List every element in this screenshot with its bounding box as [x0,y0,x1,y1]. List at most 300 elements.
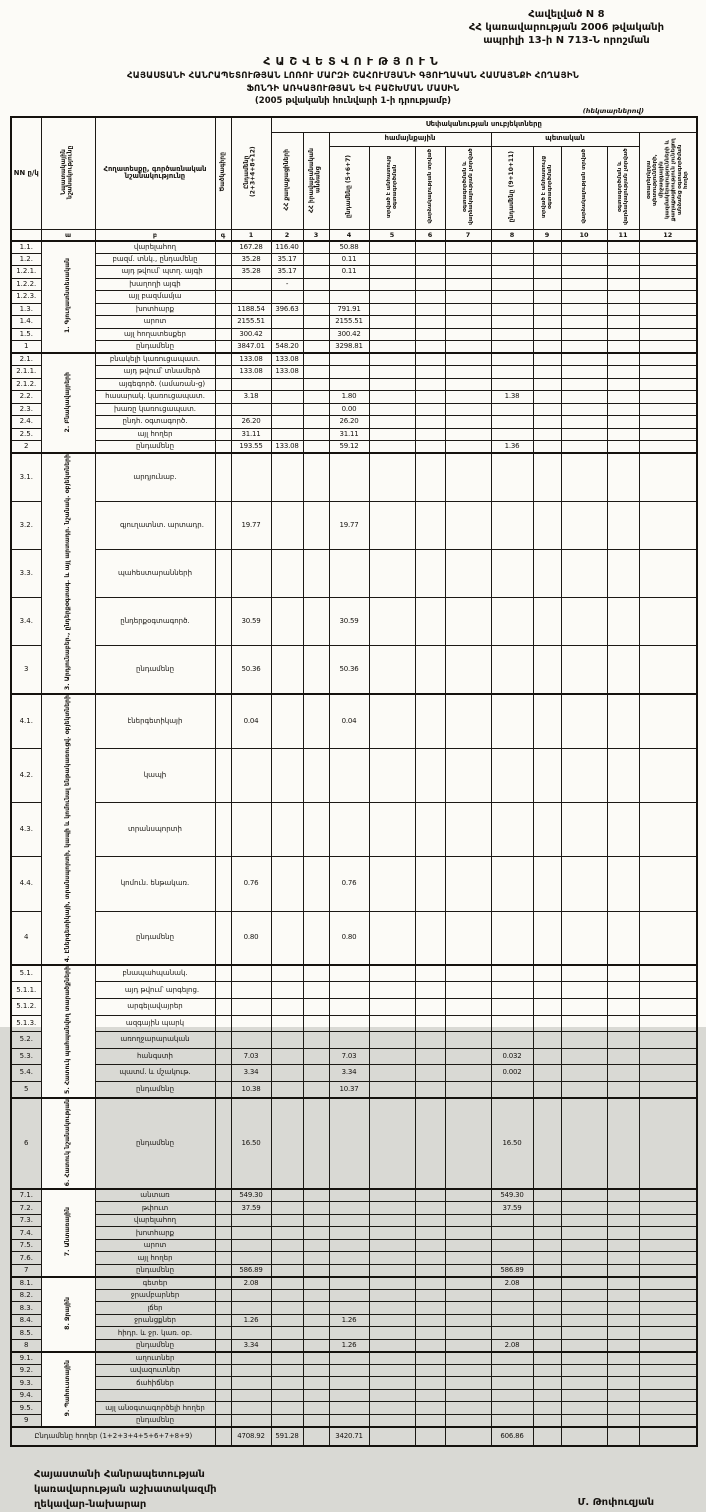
table-row [11,441,697,454]
value-cell-col3 [303,253,329,266]
land-type-cell: արդյունաբ. [95,453,215,501]
value-cell-col10 [561,1277,607,1290]
value-cell-col9 [533,266,561,279]
appendix-line: ապրիլի 13-ի N 713-Ն որոշման [483,35,650,47]
value-cell-col4: 30.59 [329,598,369,646]
value-cell-col11 [607,366,639,379]
value-cell-col11 [607,266,639,279]
value-cell-col8 [491,965,533,982]
value-cell-col12 [639,266,697,279]
value-cell-col12 [639,1389,697,1402]
value-cell-col6 [415,1015,445,1032]
value-cell-col9 [533,1277,561,1290]
value-cell-col2: 133.08 [271,353,303,366]
value-cell-col3 [303,1032,329,1049]
value-cell-col1 [231,1252,271,1265]
value-cell-col5 [369,1327,415,1340]
value-cell-col7 [445,1214,491,1227]
col-header-purpose: Նպատակային նշանակությունը [41,117,95,230]
value-cell-col9 [533,911,561,965]
value-cell-col8 [491,1302,533,1315]
value-cell-col2 [271,1414,303,1427]
row-number-cell: 4.4. [11,857,41,911]
value-cell-col9 [533,1252,561,1265]
value-cell-col9 [533,1364,561,1377]
value-cell-col9 [533,1264,561,1277]
value-cell-col2 [271,911,303,965]
value-cell-col7 [445,1227,491,1240]
value-cell-col3 [303,366,329,379]
land-type-cell: այլ հողատեսքեր [95,328,215,341]
table-row [11,1377,697,1390]
value-cell-col4: 19.77 [329,501,369,549]
value-cell-col7 [445,453,491,501]
value-cell-col12 [639,366,697,379]
table-row [11,1227,697,1240]
value-cell-col8 [491,1289,533,1302]
value-cell-col10 [561,1339,607,1352]
grand-value-cell-col2: 591.28 [271,1427,303,1446]
code-cell [215,391,231,404]
value-cell-col7 [445,291,491,304]
value-cell-col2 [271,550,303,598]
column-index-row [11,229,697,241]
table-row [11,366,697,379]
grand-value-cell-col7 [445,1427,491,1446]
value-cell-col10 [561,253,607,266]
value-cell-col2 [271,1048,303,1065]
value-cell-col6 [415,453,445,501]
table-row [11,1289,697,1302]
value-cell-col4 [329,1377,369,1390]
value-cell-col3 [303,353,329,366]
value-cell-col11 [607,1352,639,1365]
table-row [11,1364,697,1377]
row-number-cell: 5.1.1. [11,982,41,999]
row-number-cell: 4 [11,911,41,965]
value-cell-col6 [415,1214,445,1227]
land-type-cell: ընդամենը [95,911,215,965]
value-cell-col5 [369,1098,415,1190]
code-cell [215,341,231,354]
land-type-cell: խոտհարք [95,1227,215,1240]
value-cell-col8 [491,1081,533,1098]
value-cell-col3 [303,999,329,1016]
value-cell-col2 [271,1098,303,1190]
value-cell-col11 [607,598,639,646]
value-cell-col11 [607,1389,639,1402]
value-cell-col5 [369,1048,415,1065]
value-cell-col9 [533,1327,561,1340]
value-cell-col8 [491,328,533,341]
value-cell-col8: 2.08 [491,1339,533,1352]
value-cell-col9 [533,441,561,454]
group-header-community: համայնքային [329,132,491,146]
value-cell-col10 [561,378,607,391]
value-cell-col12 [639,1098,697,1190]
value-cell-col5 [369,911,415,965]
value-cell-col12 [639,1339,697,1352]
value-cell-col6 [415,266,445,279]
value-cell-col8: 549.30 [491,1189,533,1202]
value-cell-col9 [533,1414,561,1427]
value-cell-col11 [607,1252,639,1265]
value-cell-col5 [369,857,415,911]
value-cell-col5 [369,1065,415,1082]
value-cell-col3 [303,802,329,856]
value-cell-col12 [639,1314,697,1327]
value-cell-col9 [533,341,561,354]
value-cell-col11 [607,1015,639,1032]
row-number-cell: 1.3. [11,303,41,316]
value-cell-col4 [329,1289,369,1302]
value-cell-col2 [271,403,303,416]
value-cell-col9 [533,982,561,999]
value-cell-col12 [639,441,697,454]
value-cell-col3 [303,1264,329,1277]
value-cell-col12 [639,1364,697,1377]
value-cell-col8 [491,646,533,694]
value-cell-col5 [369,1302,415,1315]
header-row-1 [11,117,697,133]
value-cell-col12 [639,428,697,441]
table-row [11,453,697,501]
land-type-cell: ընդամենը [95,646,215,694]
value-cell-col2 [271,598,303,646]
value-cell-col6 [415,1352,445,1365]
value-cell-col10 [561,441,607,454]
value-cell-col1: 133.08 [231,353,271,366]
value-cell-col4 [329,1189,369,1202]
appendix-line: ՀՀ կառավարության 2006 թվականի [468,22,664,34]
grand-value-cell-col5 [369,1427,415,1446]
land-type-cell: այդ թվում՝ արգելոց. [95,982,215,999]
grand-value-cell-col9 [533,1427,561,1446]
row-number-cell: 1.1. [11,241,41,254]
value-cell-col10 [561,1048,607,1065]
code-cell [215,1327,231,1340]
value-cell-col4: 0.00 [329,403,369,416]
value-cell-col3 [303,391,329,404]
value-cell-col10 [561,999,607,1016]
section-label [41,353,95,453]
value-cell-col4 [329,378,369,391]
value-cell-col10 [561,416,607,429]
value-cell-col9 [533,416,561,429]
value-cell-col8: 1.36 [491,441,533,454]
value-cell-col1 [231,999,271,1016]
land-type-cell: կոմուն. ենթակառ. [95,857,215,911]
value-cell-col10 [561,1081,607,1098]
value-cell-col2 [271,1339,303,1352]
value-cell-col4 [329,1402,369,1415]
value-cell-col5 [369,982,415,999]
table-row [11,1327,697,1340]
value-cell-col4: 50.36 [329,646,369,694]
value-cell-col4: 3298.81 [329,341,369,354]
value-cell-col2 [271,1032,303,1049]
land-type-cell: այլ բազմամյա [95,291,215,304]
value-cell-col8 [491,999,533,1016]
value-cell-col1: 193.55 [231,441,271,454]
value-cell-col3 [303,1098,329,1190]
page-subtitle-1: ՀԱՅԱՍՏԱՆԻ ՀԱՆՐԱՊԵՏՈՒԹՅԱՆ ԼՈՌՈՒ ՄԱՐԶԻ ՇԱՀՈՒՄՅԱՆԻ ԳՅՈՒՂԱԿԱՆ ՀԱՄԱՅՆՔԻ ՀՈՂԱՅԻՆ [127,70,579,81]
row-number-cell: 5.1. [11,965,41,982]
value-cell-col3 [303,441,329,454]
value-cell-col11 [607,1098,639,1190]
section-label [41,1277,95,1352]
value-cell-col11 [607,802,639,856]
value-cell-col4 [329,1327,369,1340]
value-cell-col3 [303,1065,329,1082]
value-cell-col9 [533,1202,561,1215]
value-cell-col12 [639,1277,697,1290]
value-cell-col1: 37.59 [231,1202,271,1215]
value-cell-col10 [561,748,607,802]
column-index-cell: գ [215,229,231,241]
value-cell-col1: 7.03 [231,1048,271,1065]
value-cell-col9 [533,303,561,316]
value-cell-col2 [271,694,303,748]
value-cell-col5 [369,1189,415,1202]
value-cell-col7 [445,982,491,999]
value-cell-col12 [639,982,697,999]
table-header [11,117,697,241]
value-cell-col12 [639,253,697,266]
value-cell-col10 [561,1302,607,1315]
value-cell-col1 [231,550,271,598]
value-cell-col3 [303,1189,329,1202]
value-cell-col5 [369,341,415,354]
value-cell-col11 [607,911,639,965]
row-number-cell: 7 [11,1264,41,1277]
value-cell-col10 [561,857,607,911]
value-cell-col12 [639,303,697,316]
row-number-cell: 3.2. [11,501,41,549]
value-cell-col2 [271,748,303,802]
table-row [11,802,697,856]
code-cell [215,253,231,266]
value-cell-col5 [369,598,415,646]
code-cell [215,1402,231,1415]
column-index-cell: 4 [329,229,369,241]
page-title: ՀԱՇՎԵՏՎՈՒԹՅՈՒՆ [263,54,443,68]
value-cell-col6 [415,1389,445,1402]
value-cell-col8 [491,598,533,646]
org-line: ղեկավար-նախարար [34,1498,147,1510]
value-cell-col2 [271,1377,303,1390]
value-cell-col1 [231,291,271,304]
value-cell-col12 [639,1289,697,1302]
value-cell-col5 [369,1227,415,1240]
row-number-cell: 2.3. [11,403,41,416]
value-cell-col6 [415,911,445,965]
value-cell-col10 [561,1065,607,1082]
value-cell-col5 [369,316,415,329]
value-cell-col11 [607,1302,639,1315]
as-of-date: (2005 թվականի հունվարի 1-ի դրությամբ) [254,95,452,106]
land-type-cell: ընդամենը [95,341,215,354]
row-number-cell: 7.2. [11,1202,41,1215]
value-cell-col3 [303,1352,329,1365]
value-cell-col2: 396.63 [271,303,303,316]
land-type-cell: այլ անօգտագործելի հողեր [95,1402,215,1415]
code-cell [215,1065,231,1082]
row-number-cell: 1.4. [11,316,41,329]
value-cell-col12 [639,1402,697,1415]
row-number-cell: 8 [11,1339,41,1352]
value-cell-col6 [415,1277,445,1290]
land-type-cell: ազգային պարկ [95,1015,215,1032]
value-cell-col10 [561,1402,607,1415]
code-cell [215,1389,231,1402]
value-cell-col9 [533,646,561,694]
value-cell-col2 [271,982,303,999]
value-cell-col7 [445,1202,491,1215]
value-cell-col12 [639,646,697,694]
organization-title [34,1467,217,1512]
row-number-cell: 2.5. [11,428,41,441]
table-row [11,1402,697,1415]
land-type-cell: գետեր [95,1277,215,1290]
value-cell-col12 [639,241,697,254]
value-cell-col1 [231,278,271,291]
table-row [11,1048,697,1065]
land-type-cell: աղուտներ [95,1352,215,1365]
value-cell-col2 [271,1239,303,1252]
col-header-state-leased: վարձակալության տրված [561,146,607,229]
row-number-cell: 1.2.2. [11,278,41,291]
value-cell-col4 [329,1227,369,1240]
value-cell-col3 [303,748,329,802]
code-cell [215,1081,231,1098]
value-cell-col6 [415,1339,445,1352]
value-cell-col12 [639,1302,697,1315]
value-cell-col5 [369,1402,415,1415]
col-header-community-leased: վարձակալության տրված [415,146,445,229]
value-cell-col11 [607,291,639,304]
value-cell-col4 [329,1414,369,1427]
value-cell-col9 [533,1032,561,1049]
value-cell-col5 [369,1202,415,1215]
value-cell-col4 [329,1015,369,1032]
value-cell-col4 [329,1252,369,1265]
value-cell-col7 [445,266,491,279]
value-cell-col1 [231,1032,271,1049]
value-cell-col4 [329,1277,369,1290]
value-cell-col5 [369,253,415,266]
table-row [11,303,697,316]
value-cell-col10 [561,428,607,441]
value-cell-col3 [303,278,329,291]
value-cell-col12 [639,1214,697,1227]
value-cell-col10 [561,353,607,366]
value-cell-col2 [271,1227,303,1240]
value-cell-col2: 133.08 [271,441,303,454]
value-cell-col12 [639,748,697,802]
land-type-cell: վարելահող [95,1214,215,1227]
value-cell-col11 [607,1048,639,1065]
value-cell-col8 [491,453,533,501]
value-cell-col10 [561,278,607,291]
value-cell-col1: 586.89 [231,1264,271,1277]
code-cell [215,1427,231,1446]
col-header-total: Ընդամենը (2+3+4+8+12) [231,117,271,230]
value-cell-col3 [303,416,329,429]
value-cell-col11 [607,341,639,354]
value-cell-col1 [231,748,271,802]
value-cell-col8 [491,1214,533,1227]
value-cell-col9 [533,748,561,802]
value-cell-col1 [231,1364,271,1377]
value-cell-col7 [445,328,491,341]
value-cell-col12 [639,1264,697,1277]
column-index-cell: 12 [639,229,697,241]
table-row [11,1098,697,1190]
value-cell-col6 [415,378,445,391]
code-cell [215,1189,231,1202]
value-cell-col10 [561,403,607,416]
value-cell-col8 [491,316,533,329]
value-cell-col11 [607,353,639,366]
value-cell-col5 [369,1289,415,1302]
value-cell-col10 [561,266,607,279]
value-cell-col7 [445,1252,491,1265]
value-cell-col10 [561,1289,607,1302]
value-cell-col2 [271,1302,303,1315]
value-cell-col12 [639,341,697,354]
land-type-cell: ավազուտներ [95,1364,215,1377]
land-type-cell: խառը կառուցապատ. [95,403,215,416]
value-cell-col10 [561,291,607,304]
row-number-cell: 9 [11,1414,41,1427]
value-cell-col6 [415,1364,445,1377]
value-cell-col6 [415,1264,445,1277]
value-cell-col5 [369,1277,415,1290]
value-cell-col6 [415,598,445,646]
value-cell-col1: 31.11 [231,428,271,441]
col-header-citizens: ՀՀ քաղաքացիների [271,132,303,229]
value-cell-col11 [607,441,639,454]
row-number-cell: 9.1. [11,1352,41,1365]
land-type-cell: արոտ [95,316,215,329]
value-cell-col4 [329,1302,369,1315]
value-cell-col11 [607,1264,639,1277]
value-cell-col8 [491,911,533,965]
value-cell-col3 [303,1414,329,1427]
value-cell-col5 [369,1339,415,1352]
code-cell [215,266,231,279]
value-cell-col2 [271,802,303,856]
value-cell-col9 [533,391,561,404]
value-cell-col1: 2.08 [231,1277,271,1290]
value-cell-col6 [415,1098,445,1190]
value-cell-col8 [491,1414,533,1427]
value-cell-col8 [491,378,533,391]
value-cell-col8 [491,1227,533,1240]
grand-value-cell-col1: 4708.92 [231,1427,271,1446]
value-cell-col5 [369,366,415,379]
value-cell-col7 [445,303,491,316]
value-cell-col9 [533,1302,561,1315]
value-cell-col10 [561,1202,607,1215]
section-label-text: 3. Արդյունաբեր., ընդերքօգտագ. և այլ արտադր. նշանակ. օբյեկտների [63,454,71,691]
value-cell-col6 [415,857,445,911]
grand-value-cell-col11 [607,1427,639,1446]
value-cell-col9 [533,1377,561,1390]
col-header-community-free-use: տրված է անհատույց օգտագործման [369,146,415,229]
value-cell-col7 [445,1414,491,1427]
